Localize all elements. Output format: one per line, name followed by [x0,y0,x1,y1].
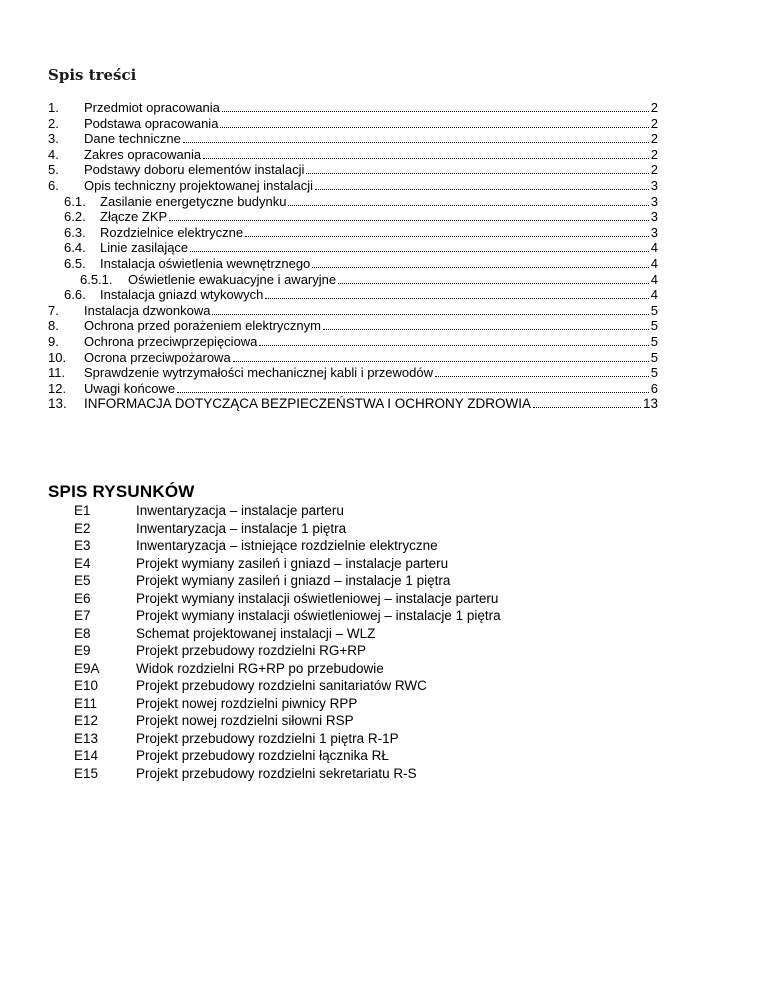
toc-entry-page: 13 [642,396,658,412]
toc-entry-page: 2 [650,100,658,115]
figure-code: E2 [74,520,91,536]
figure-code: E7 [74,608,91,623]
toc-entry-page: 4 [650,287,658,303]
figure-title: Projekt nowej rozdzielni piwnicy RPP [136,695,358,711]
toc-entry-number: 6.6. [64,287,86,303]
toc-entry-page: 5 [650,302,658,318]
toc-dot-leader [183,131,649,143]
figure-item [60,642,501,660]
toc-entry-page: 2 [650,131,658,147]
toc-entry-title: Sprawdzenie wytrzymałości mechanicznej kabli i przewodów [84,365,433,381]
toc-entry-page: 5 [650,365,658,381]
figure-item [60,537,501,555]
toc-dot-leader [312,256,648,268]
toc-dot-leader [169,209,649,221]
figure-item [60,695,501,713]
toc-dot-leader [265,287,648,299]
figure-title: Projekt przebudowy rozdzielni łącznika RŁ [136,748,389,763]
toc-entry-number: 6.2. [64,209,86,225]
toc-entry[interactable] [48,147,658,163]
figure-item [60,572,501,590]
figure-code: E9A [74,660,100,676]
figure-title: Projekt wymiany instalacji oświetleniowej – instalacje parteru [136,590,499,606]
toc-entry-title: Instalacja dzwonkowa [84,302,211,318]
figure-code: E4 [74,555,91,571]
figure-item [60,520,501,538]
figure-item [60,765,501,783]
toc-entry-title: INFORMACJA DOTYCZĄCA BEZPIECZEŃSTWA I OCHRONY ZDROWIA [84,396,532,412]
toc-entry-number: 6.5.1. [80,271,113,287]
toc-entry[interactable] [48,162,658,178]
toc-entry-title: Złącze ZKP [100,209,168,225]
toc-entry[interactable] [48,225,658,241]
figure-code: E8 [74,625,91,641]
figure-code: E12 [74,713,99,728]
toc-dot-leader [233,350,649,362]
figure-item [60,625,501,643]
figure-code: E11 [74,695,98,711]
figure-code: E9 [74,643,91,658]
toc-entry[interactable] [48,178,658,194]
toc-entry-page: 4 [650,271,658,287]
toc-entry[interactable] [48,334,658,350]
toc-entry-number: 9. [48,333,59,349]
toc-entry-page: 6 [650,380,658,396]
figure-title: Projekt wymiany instalacji oświetleniowej – instalacje 1 piętra [136,608,501,623]
toc-dot-leader [190,240,649,252]
figure-item [60,502,501,520]
toc-entry-number: 7. [48,302,59,318]
figure-code: E6 [74,590,91,606]
toc-dot-leader [533,396,641,408]
toc-entry-page: 4 [650,255,658,271]
figure-item [60,660,501,678]
toc-entry-number: 10. [48,349,67,365]
figure-title: Widok rozdzielni RG+RP po przebudowie [136,660,384,676]
figure-item [60,730,501,748]
toc-dot-leader [203,147,649,159]
figure-title: Projekt nowej rozdzielni siłowni RSP [136,713,354,728]
toc-entry[interactable] [48,131,658,147]
toc-entry-title: Ocrona przeciwpożarowa [84,349,231,365]
toc-entry-number: 1. [48,100,59,115]
figure-title: Projekt wymiany zasileń i gniazd – instalacje 1 piętra [136,573,451,588]
toc-entry[interactable] [48,303,658,319]
figure-title: Inwentaryzacja – instalacje parteru [136,503,344,518]
figure-code: E5 [74,573,91,588]
figure-code: E15 [74,765,99,781]
toc-entry-page: 3 [650,209,658,225]
toc-dot-leader [306,162,648,174]
toc-entry-number: 13. [48,396,67,412]
toc-entry-title: Podstawy doboru elementów instalacji [84,162,305,178]
toc-entry-number: 12. [48,380,67,396]
toc-entry-number: 6.4. [64,240,86,256]
toc-entry-title: Dane techniczne [84,131,181,147]
toc-list [48,100,658,412]
figure-item [60,607,501,625]
toc-entry[interactable] [48,365,658,381]
toc-entry[interactable] [48,272,658,288]
toc-entry[interactable] [48,350,658,366]
toc-entry-number: 2. [48,115,59,131]
toc-entry[interactable] [48,287,658,303]
toc-entry-page: 2 [650,146,658,162]
toc-dot-leader [338,272,649,284]
figure-title: Inwentaryzacja – instalacje 1 piętra [136,520,347,536]
figure-title: Projekt przebudowy rozdzielni sekretariatu R-S [136,765,417,781]
figures-heading: SPIS RYSUNKÓW [48,482,195,501]
figure-item [60,555,501,573]
toc-dot-leader [177,381,649,393]
toc-entry-number: 3. [48,131,59,147]
toc-entry-title: Oświetlenie ewakuacyjne i awaryjne [128,271,337,287]
toc-entry-title: Linie zasilające [100,240,189,256]
toc-entry-page: 2 [650,162,658,178]
toc-entry-title: Opis techniczny projektowanej instalacji [84,177,314,193]
figure-title: Schemat projektowanej instalacji – WLZ [136,625,376,641]
toc-entry-title: Uwagi końcowe [84,380,176,396]
figure-code: E10 [74,678,99,693]
figure-item [60,677,501,695]
toc-entry-page: 5 [650,318,658,334]
toc-entry-title: Ochrona przed porażeniem elektrycznym [84,318,321,334]
toc-entry[interactable] [48,240,658,256]
toc-entry-number: 6.3. [64,224,86,240]
toc-entry-page: 4 [650,240,658,256]
toc-entry-page: 5 [650,349,658,365]
figure-title: Projekt przebudowy rozdzielni RG+RP [136,643,366,658]
toc-entry-page: 3 [650,193,658,209]
toc-entry-title: Rozdzielnice elektryczne [100,224,244,240]
toc-entry[interactable] [48,116,658,132]
toc-dot-leader [259,334,648,346]
figure-item [60,712,501,730]
toc-dot-leader [222,100,649,112]
figure-title: Projekt wymiany zasileń i gniazd – instalacje parteru [136,555,449,571]
toc-entry-number: 6.5. [64,255,86,271]
toc-entry-page: 3 [650,224,658,240]
toc-entry[interactable] [48,318,658,334]
toc-entry[interactable] [48,256,658,272]
toc-entry[interactable] [48,209,658,225]
toc-entry-title: Ochrona przeciwprzepięciowa [84,333,258,349]
toc-dot-leader [220,116,648,128]
toc-entry-number: 6.1. [64,193,86,209]
toc-dot-leader [315,178,649,190]
toc-entry-title: Instalacja gniazd wtykowych [100,287,264,303]
toc-entry[interactable] [48,100,658,116]
figure-title: Projekt przebudowy rozdzielni 1 piętra R-1P [136,730,399,746]
toc-heading: Spis treści [48,66,137,84]
toc-entry[interactable] [48,396,658,412]
figure-code: E14 [74,748,99,763]
figure-code: E3 [74,538,91,553]
toc-dot-leader [288,194,648,206]
figure-title: Inwentaryzacja – istniejące rozdzielnie elektryczne [136,538,438,553]
figure-item [60,590,501,608]
toc-entry-title: Instalacja oświetlenia wewnętrznego [100,255,311,271]
figure-code: E1 [74,503,91,518]
toc-entry[interactable] [48,381,658,397]
figure-item [60,747,501,765]
toc-dot-leader [323,318,649,330]
toc-dot-leader [245,225,649,237]
figure-code: E13 [74,730,99,746]
toc-entry-title: Przedmiot opracowania [84,100,220,115]
toc-entry-title: Zakres opracowania [84,146,202,162]
toc-dot-leader [435,365,649,377]
toc-entry-title: Zasilanie energetyczne budynku [100,193,287,209]
toc-entry-number: 5. [48,162,59,178]
toc-entry-number: 6. [48,177,59,193]
toc-entry-page: 5 [650,333,658,349]
toc-entry-page: 2 [650,115,658,131]
toc-entry-page: 3 [650,177,658,193]
toc-entry[interactable] [48,194,658,210]
figures-list [60,502,501,782]
toc-entry-number: 8. [48,318,59,334]
figure-title: Projekt przebudowy rozdzielni sanitariatów RWC [136,678,427,693]
toc-entry-number: 11. [48,365,66,381]
toc-entry-number: 4. [48,146,59,162]
toc-entry-title: Podstawa opracowania [84,115,219,131]
toc-dot-leader [212,303,648,315]
